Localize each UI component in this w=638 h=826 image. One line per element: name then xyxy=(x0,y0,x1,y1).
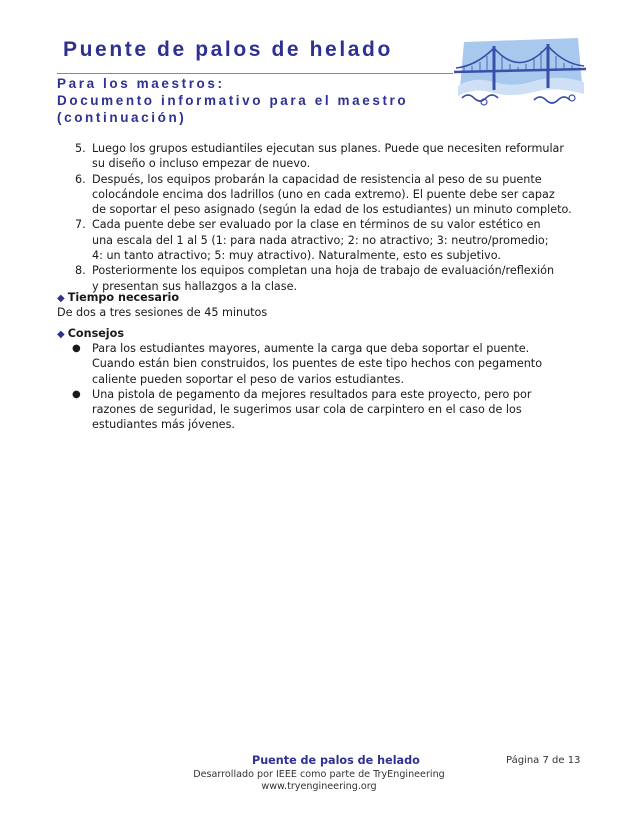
tip-item xyxy=(57,341,585,387)
page-number: Página 7 de 13 xyxy=(506,755,581,766)
step-line: 4: un tanto atractivo; 5: muy atractivo). Naturalmente, esto es subjetivo. xyxy=(92,249,501,263)
tip-line: Una pistola de pegamento da mejores resultados para este proyecto, pero por xyxy=(92,387,532,401)
step-line: colocándole encima dos ladrillos (uno en cada extremo). El puente debe ser capaz xyxy=(92,187,555,201)
procedure-steps xyxy=(57,141,585,294)
step-line: y presentan sus hallazgos a la clase. xyxy=(92,279,298,293)
section-subtitle xyxy=(57,75,408,126)
step-item xyxy=(57,172,585,218)
tip-line: Para los estudiantes mayores, aumente la carga que deba soportar el puente. xyxy=(92,342,530,355)
tip-line: Cuando están bien construidos, los puentes de este tipo hechos con pegamento xyxy=(92,357,543,371)
step-line: una escala del 1 al 5 (1: para nada atractivo; 2: no atractivo; 3: neutro/promedio; xyxy=(92,233,549,247)
step-line: Después, los equipos probarán la capacidad de resistencia al peso de su puente xyxy=(92,172,542,186)
tips-heading xyxy=(57,326,124,342)
step-item xyxy=(57,141,585,172)
footer-website: www.tryengineering.org xyxy=(261,781,377,792)
document-title: Puente de palos de helado xyxy=(63,38,393,61)
step-line: de soportar el peso asignado (según la edad de los estudiantes) un minuto completo. xyxy=(92,203,572,217)
step-number: 5. xyxy=(75,142,86,155)
footer-title: Puente de palos de helado xyxy=(252,754,420,767)
diamond-bullet-icon: ◆ xyxy=(57,329,65,340)
subtitle-line: (continuación) xyxy=(57,110,187,125)
step-line: Luego los grupos estudiantiles ejecutan sus planes. Puede que necesiten reformular xyxy=(92,142,565,155)
time-heading-label: Tiempo necesario xyxy=(67,291,180,304)
time-heading xyxy=(57,290,179,306)
tips-list xyxy=(57,341,585,433)
time-text: De dos a tres sesiones de 45 minutos xyxy=(57,306,268,319)
step-item xyxy=(57,217,585,263)
bullet-dot-icon: ● xyxy=(72,388,81,400)
step-line: su diseño o incluso empezar de nuevo. xyxy=(92,157,311,171)
bullet-dot-icon: ● xyxy=(72,343,81,354)
step-line: Posteriormente los equipos completan una hoja de trabajo de evaluación/reflexión xyxy=(92,264,555,278)
suspension-bridge-icon xyxy=(454,36,586,108)
step-number: 7. xyxy=(75,218,86,232)
tip-line: razones de seguridad, le sugerimos usar cola de carpintero en el caso de los xyxy=(92,403,522,417)
tip-line: caliente pueden soportar el peso de varios estudiantes. xyxy=(92,372,405,386)
tip-item xyxy=(57,387,585,433)
step-number: 6. xyxy=(75,172,86,186)
tip-line: estudiantes más jóvenes. xyxy=(92,418,235,432)
step-number: 8. xyxy=(75,264,86,278)
tips-heading-label: Consejos xyxy=(67,327,124,340)
diamond-bullet-icon: ◆ xyxy=(57,293,65,304)
subtitle-line: Para los maestros: xyxy=(57,76,225,91)
footer-credit: Desarrollado por IEEE como parte de TryEngineering xyxy=(193,769,445,780)
step-line: Cada puente debe ser evaluado por la clase en términos de su valor estético en xyxy=(92,218,541,232)
header-divider xyxy=(57,73,453,74)
subtitle-line: Documento informativo para el maestro xyxy=(57,93,409,108)
